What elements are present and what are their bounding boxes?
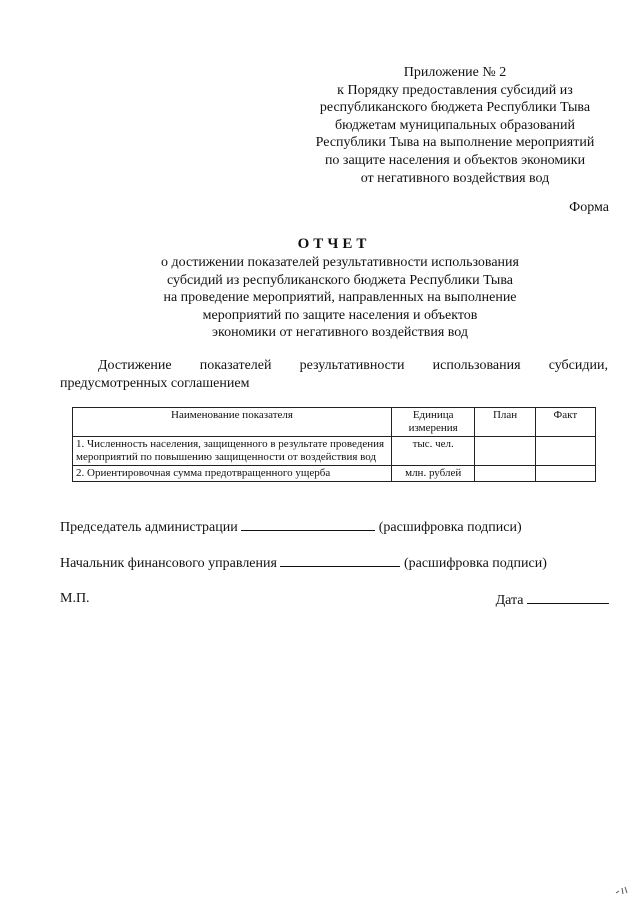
- header-unit: Единица измерения: [391, 408, 474, 437]
- unit-cell: тыс. чел.: [391, 437, 474, 466]
- finance-label: Начальник финансового управления: [60, 556, 277, 571]
- indicators-table: [72, 407, 596, 482]
- plan-cell[interactable]: [475, 437, 535, 466]
- finance-signature-hint: (расшифровка подписи): [403, 556, 547, 571]
- fact-cell[interactable]: [535, 437, 595, 466]
- form-label: Форма: [569, 200, 609, 215]
- finance-signature-line: [60, 554, 547, 572]
- table-header-row: [73, 408, 596, 437]
- report-subtitle-line: о достижении показателей результативности использования: [161, 255, 519, 270]
- chairman-signature-blank[interactable]: [241, 518, 375, 531]
- unit-cell: млн. рублей: [391, 466, 474, 482]
- annex-header: [290, 64, 620, 187]
- annex-line: бюджетам муниципальных образований: [335, 117, 575, 133]
- date-field: [496, 591, 609, 609]
- header-fact: Факт: [535, 408, 595, 437]
- scan-mark-icon: [614, 884, 630, 896]
- intro-paragraph: Достижение показателей результативности использования субсидии, предусмотренных соглашением: [60, 358, 608, 391]
- date-blank[interactable]: [527, 591, 609, 604]
- annex-line: Приложение № 2: [403, 65, 507, 80]
- chairman-signature-line: [60, 518, 522, 536]
- table-row: [73, 437, 596, 466]
- chairman-signature-hint: (расшифровка подписи): [378, 520, 522, 535]
- report-subtitle-line: на проведение мероприятий, направленных на выполнение: [163, 290, 517, 306]
- indicator-name-cell: 2. Ориентировочная сумма предотвращенного ущерба: [73, 466, 392, 482]
- plan-cell[interactable]: [475, 466, 535, 482]
- report-title: ОТЧЕТ: [297, 236, 371, 252]
- report-subtitle: [60, 254, 620, 342]
- annex-line: от негативного воздействия вод: [360, 170, 550, 186]
- date-label: Дата: [495, 593, 524, 608]
- report-subtitle-line: субсидий из республиканского бюджета Республики Тыва: [167, 272, 513, 288]
- chairman-label: Председатель администрации: [60, 520, 238, 535]
- annex-line: Республики Тыва на выполнение мероприятий: [315, 135, 595, 151]
- header-plan: План: [475, 408, 535, 437]
- table-row: [73, 466, 596, 482]
- finance-signature-blank[interactable]: [280, 554, 400, 567]
- fact-cell[interactable]: [535, 466, 595, 482]
- report-subtitle-line: мероприятий по защите населения и объектов: [202, 307, 478, 323]
- annex-line: к Порядку предоставления субсидий из: [337, 82, 573, 98]
- header-indicator-name: Наименование показателя: [73, 408, 392, 437]
- annex-line: республиканского бюджета Республики Тыва: [319, 100, 591, 116]
- report-subtitle-line: экономики от негативного воздействия вод: [211, 325, 469, 341]
- indicator-name-cell: 1. Численность населения, защищенного в результате проведения мероприятий по повышению защищенности от воздействия вод: [73, 437, 392, 466]
- annex-line: по защите населения и объектов экономики: [324, 152, 586, 168]
- stamp-label: М.П.: [60, 591, 90, 606]
